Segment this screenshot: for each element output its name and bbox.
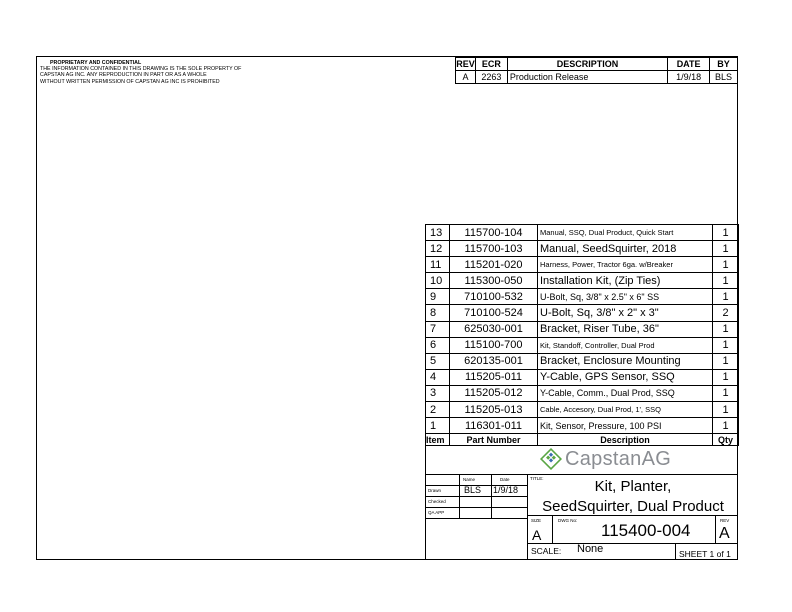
bom-row xyxy=(426,369,739,385)
bom-description-cell: U-Bolt, Sq, 3/8" x 2.5" x 6" SS xyxy=(538,289,713,305)
bom-part-number-cell: 115700-104 xyxy=(450,225,538,241)
drawn-name: BLS xyxy=(464,485,482,495)
proprietary-line: CAPSTAN AG INC. ANY REPRODUCTION IN PART OR AS A WHOLE xyxy=(40,72,207,79)
bom-item-cell: 6 xyxy=(426,337,450,353)
proprietary-notice xyxy=(40,60,241,85)
bom-row xyxy=(426,402,739,418)
bom-description-cell: Cable, Accesory, Dual Prod, 1', SSQ xyxy=(538,402,713,418)
bom-row xyxy=(426,353,739,369)
description-header: DESCRIPTION xyxy=(507,58,667,71)
sheet-number: SHEET 1 of 1 xyxy=(679,549,731,559)
rev-header: REV xyxy=(456,59,475,69)
bom-qty-cell: 2 xyxy=(713,305,739,321)
bom-row xyxy=(426,305,739,321)
rev-label: REV xyxy=(720,518,730,523)
bom-row xyxy=(426,225,739,241)
proprietary-heading: PROPRIETARY AND CONFIDENTIAL xyxy=(50,60,142,66)
bom-qty-cell: 1 xyxy=(713,257,739,273)
bom-part-number-cell: 116301-011 xyxy=(450,418,538,434)
bom-part-number-cell: 115100-700 xyxy=(450,337,538,353)
bom-item-cell: 4 xyxy=(426,369,450,385)
divider xyxy=(527,543,738,544)
bom-item-header: Item xyxy=(426,434,450,446)
bom-row xyxy=(426,337,739,353)
title-line-2: SeedSquirter, Dual Product xyxy=(542,498,724,515)
bom-description-cell: Bracket, Enclosure Mounting xyxy=(538,353,713,369)
bom-part-number-cell: 710100-524 xyxy=(450,305,538,321)
logo-main-text: Capstan xyxy=(565,448,642,470)
bom-part-number-header: Part Number xyxy=(450,434,538,446)
bom-item-cell: 11 xyxy=(426,257,450,273)
bom-qty-cell: 1 xyxy=(713,337,739,353)
bom-description-cell: Bracket, Riser Tube, 36" xyxy=(538,321,713,337)
by-cell: BLS xyxy=(710,71,738,84)
scale-label: SCALE: xyxy=(531,546,562,556)
bom-row xyxy=(426,418,739,434)
bom-description-cell: Kit, Sensor, Pressure, 100 PSI xyxy=(538,418,713,434)
drawing-title xyxy=(528,477,738,517)
date-cell: 1/9/18 xyxy=(668,71,710,84)
rev-cell: A xyxy=(456,71,476,84)
bom-part-number-cell: 115700-103 xyxy=(450,241,538,257)
bom-item-cell: 10 xyxy=(426,273,450,289)
company-logo xyxy=(540,448,562,475)
bom-qty-cell: 1 xyxy=(713,385,739,401)
bom-description-cell: Kit, Standoff, Controller, Dual Prod xyxy=(538,337,713,353)
bom-qty-cell: 1 xyxy=(713,289,739,305)
divider xyxy=(715,515,716,543)
bom-qty-cell: 1 xyxy=(713,273,739,289)
scale-value: None xyxy=(577,543,604,555)
ecr-header: ECR xyxy=(475,58,507,71)
bom-row xyxy=(426,273,739,289)
dwg-no-label: DWG No: xyxy=(558,518,578,523)
divider xyxy=(675,543,676,560)
bom-description-cell: Manual, SSQ, Dual Product, Quick Start xyxy=(538,225,713,241)
bom-row xyxy=(426,289,739,305)
bill-of-materials xyxy=(425,224,739,446)
bom-qty-cell: 1 xyxy=(713,369,739,385)
bom-description-header: Description xyxy=(538,434,713,446)
proprietary-line: THE INFORMATION CONTAINED IN THIS DRAWING IS THE SOLE PROPERTY OF xyxy=(40,66,242,73)
rev-value: A xyxy=(719,525,730,542)
bom-item-cell: 1 xyxy=(426,418,450,434)
bom-qty-cell: 1 xyxy=(713,225,739,241)
bom-part-number-cell: 115205-011 xyxy=(450,369,538,385)
bom-qty-cell: 1 xyxy=(713,321,739,337)
divider xyxy=(425,518,527,519)
drawn-label: Drawn xyxy=(428,488,442,493)
bom-qty-cell: 1 xyxy=(713,402,739,418)
name-label: Name xyxy=(463,477,476,482)
bom-qty-cell: 1 xyxy=(713,353,739,369)
size-label: SIZE xyxy=(531,518,542,523)
bom-qty-cell: 1 xyxy=(713,241,739,257)
by-header: BY xyxy=(710,58,738,71)
bom-description-cell: Harness, Power, Tractor 6ga. w/Breaker xyxy=(538,257,713,273)
bom-item-cell: 2 xyxy=(426,402,450,418)
bom-description-cell: U-Bolt, Sq, 3/8" x 2" x 3" xyxy=(538,305,713,321)
revision-table xyxy=(455,57,738,84)
size-value: A xyxy=(532,527,542,543)
bom-item-cell: 8 xyxy=(426,305,450,321)
ecr-cell: 2263 xyxy=(475,71,507,84)
date-header: DATE xyxy=(668,58,710,71)
checked-label: Checked xyxy=(428,499,446,504)
bom-part-number-cell: 115201-020 xyxy=(450,257,538,273)
logo-diamond-icon xyxy=(540,448,562,470)
bom-item-cell: 7 xyxy=(426,321,450,337)
bom-row xyxy=(426,385,739,401)
title-label: TITLE: xyxy=(530,476,544,481)
divider xyxy=(552,515,553,543)
bom-row xyxy=(426,321,739,337)
bom-part-number-cell: 620135-001 xyxy=(450,353,538,369)
revision-row xyxy=(456,71,738,84)
divider xyxy=(425,507,527,508)
bom-description-cell: Y-Cable, Comm., Dual Prod, SSQ xyxy=(538,385,713,401)
date-label: Date xyxy=(500,477,510,482)
logo-suffix-text: AG xyxy=(641,448,672,470)
divider xyxy=(425,474,738,475)
bom-qty-header: Qty xyxy=(713,434,739,446)
bom-part-number-cell: 115205-012 xyxy=(450,385,538,401)
bom-row xyxy=(426,241,739,257)
description-cell: Production Release xyxy=(507,71,667,84)
divider xyxy=(425,496,527,497)
bom-description-cell: Manual, SeedSquirter, 2018 xyxy=(538,241,713,257)
bom-part-number-cell: 625030-001 xyxy=(450,321,538,337)
proprietary-line: WITHOUT WRITTEN PERMISSION OF CAPSTAN AG INC IS PROHIBITED xyxy=(40,78,220,85)
bom-part-number-cell: 115205-013 xyxy=(450,402,538,418)
bom-item-cell: 12 xyxy=(426,241,450,257)
title-line-1: Kit, Planter, xyxy=(594,478,672,495)
revision-header-row xyxy=(456,58,738,71)
bom-item-cell: 3 xyxy=(426,385,450,401)
bom-part-number-cell: 115300-050 xyxy=(450,273,538,289)
bom-item-cell: 13 xyxy=(426,225,450,241)
bom-part-number-cell: 710100-532 xyxy=(450,289,538,305)
bom-item-cell: 9 xyxy=(426,289,450,305)
dwg-number: 115400-004 xyxy=(601,521,691,540)
qa-label: QA APP xyxy=(428,510,445,515)
bom-item-cell: 5 xyxy=(426,353,450,369)
bom-qty-cell: 1 xyxy=(713,418,739,434)
logo-text xyxy=(565,448,671,471)
bom-description-cell: Y-Cable, GPS Sensor, SSQ xyxy=(538,369,713,385)
drawn-date: 1/9/18 xyxy=(493,485,519,495)
bom-description-cell: Installation Kit, (Zip Ties) xyxy=(538,273,713,289)
bom-row xyxy=(426,257,739,273)
